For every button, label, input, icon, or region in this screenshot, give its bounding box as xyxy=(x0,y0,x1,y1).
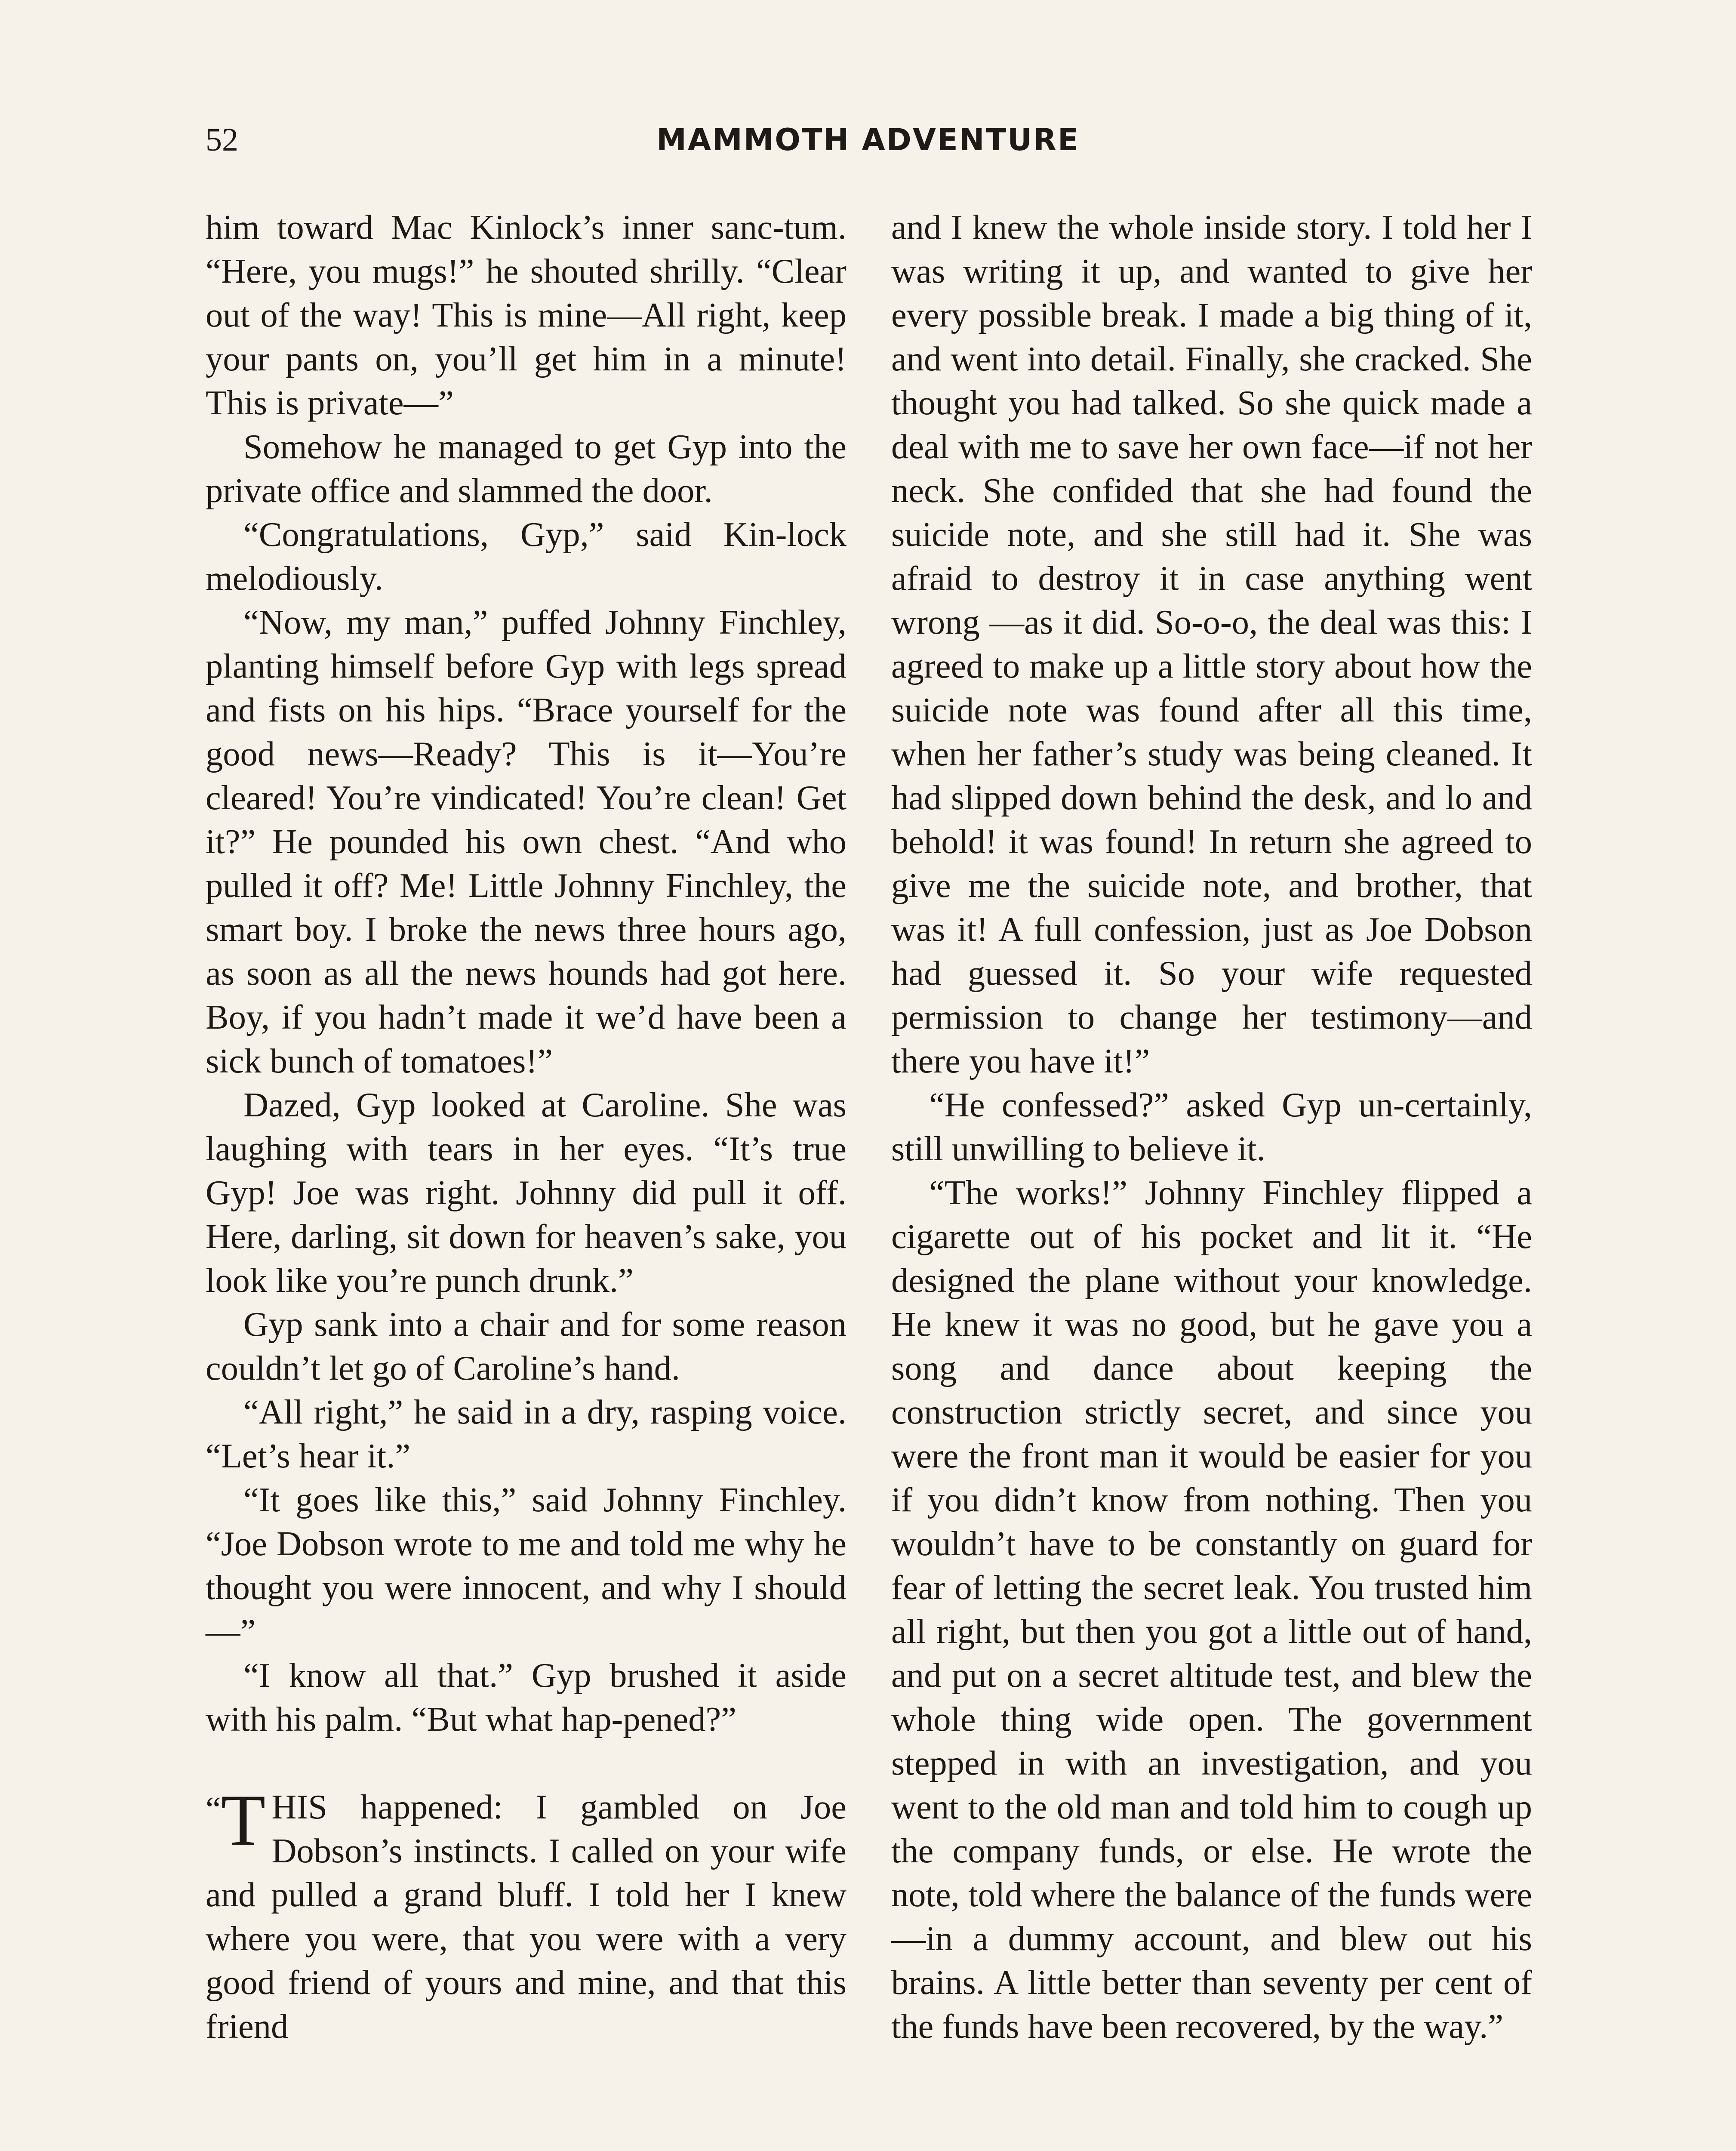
page-number: 52 xyxy=(206,122,238,158)
section-opening-paragraph xyxy=(206,1780,846,2049)
paragraph: “It goes like this,” said Johnny Finchley. “Joe Dobson wrote to me and told me why he thought you were innocent, and why I should—” xyxy=(206,1481,846,1651)
paragraph: “All right,” he said in a dry, rasping voice. “Let’s hear it.” xyxy=(206,1393,846,1475)
paragraph: Gyp sank into a chair and for some reason couldn’t let go of Caroline’s hand. xyxy=(206,1305,846,1387)
drop-cap xyxy=(206,1780,266,1861)
drop-cap-letter: T xyxy=(221,1780,266,1861)
paragraph: “He confessed?” asked Gyp un-certainly, still unwilling to believe it. xyxy=(891,1086,1532,1168)
left-column xyxy=(206,206,846,2049)
paragraph: him toward Mac Kinlock’s inner sanc-tum. “Here, you mugs!” he shouted shrilly. “Clear out of the way! This is mine—All right, keep your pants on, you’ll get him in a minute! This is private—” xyxy=(206,208,846,422)
paragraph: “Now, my man,” puffed Johnny Finchley, planting himself before Gyp with legs spread and fists on his hips. “Brace yourself for the good news—Ready? This is it—You’re cleared! You’re vindicated! You’re clean! Get it?” He pounded his own chest. “And who pulled it off? Me! Little Johnny Finchley, the smart boy. I broke the news three hours ago, as soon as all the news hounds had got here. Boy, if you hadn’t made it we’d have been a sick bunch of tomatoes!” xyxy=(206,603,846,1080)
drop-cap-quote: “ xyxy=(206,1790,221,1828)
paragraph: Somehow he managed to get Gyp into the private office and slammed the door. xyxy=(206,428,846,510)
paragraph: and I knew the whole inside story. I told her I was writing it up, and wanted to give her every possible break. I made a big thing of it, and went into detail. Finally, she cracked. She thought you had talked. So she quick made a deal with me to save her own face—if not her neck. She confided that she had found the suicide note, and she still had it. She was afraid to destroy it in case anything went wrong —as it did. So-o-o, the deal was this: I agreed to make up a little story about how the suicide note was found after all this time, when her father’s study was being cleaned. It had slipped down behind the desk, and lo and behold! it was found! In return she agreed to give me the suicide note, and brother, that was it! A full confession, just as Joe Dobson had guessed it. So your wife requested permission to change her testimony—and there you have it!” xyxy=(891,208,1532,1080)
paragraph: Dazed, Gyp looked at Caroline. She was laughing with tears in her eyes. “It’s true Gyp! Joe was right. Johnny did pull it off. Here, darling, sit down for heaven’s sake, you look like you’re punch drunk.” xyxy=(206,1086,846,1300)
page-header xyxy=(206,121,1530,173)
running-head: MAMMOTH ADVENTURE xyxy=(656,122,1080,157)
paragraph: “The works!” Johnny Finchley flipped a cigarette out of his pocket and lit it. “He designed the plane without your knowledge. He knew it was no good, but he gave you a song and dance about keeping the construction strictly secret, and since you were the front man it would be easier for you if you didn’t know from nothing. Then you wouldn’t have to be constantly on guard for fear of letting the secret leak. You trusted him all right, but then you got a little out of hand, and put on a secret altitude test, and blew the whole thing wide open. The government stepped in with an investigation, and you went to the old man and told him to cough up the company funds, or else. He wrote the note, told where the balance of the funds were—in a dummy account, and blew out his brains. A little better than seventy per cent of the funds have been recovered, by the way.” xyxy=(891,1174,1532,2046)
section-opening-text: HIS happened: I gambled on Joe Dobson’s instincts. I called on your wife and pulled a grand bluff. I told her I knew where you were, that you were with a very good friend of yours and mine, and that this friend xyxy=(206,1788,846,2046)
paragraph: “Congratulations, Gyp,” said Kin-lock melodiously. xyxy=(206,515,846,598)
paragraph: “I know all that.” Gyp brushed it aside with his palm. “But what hap-pened?” xyxy=(206,1656,846,1738)
right-column xyxy=(891,206,1532,2049)
